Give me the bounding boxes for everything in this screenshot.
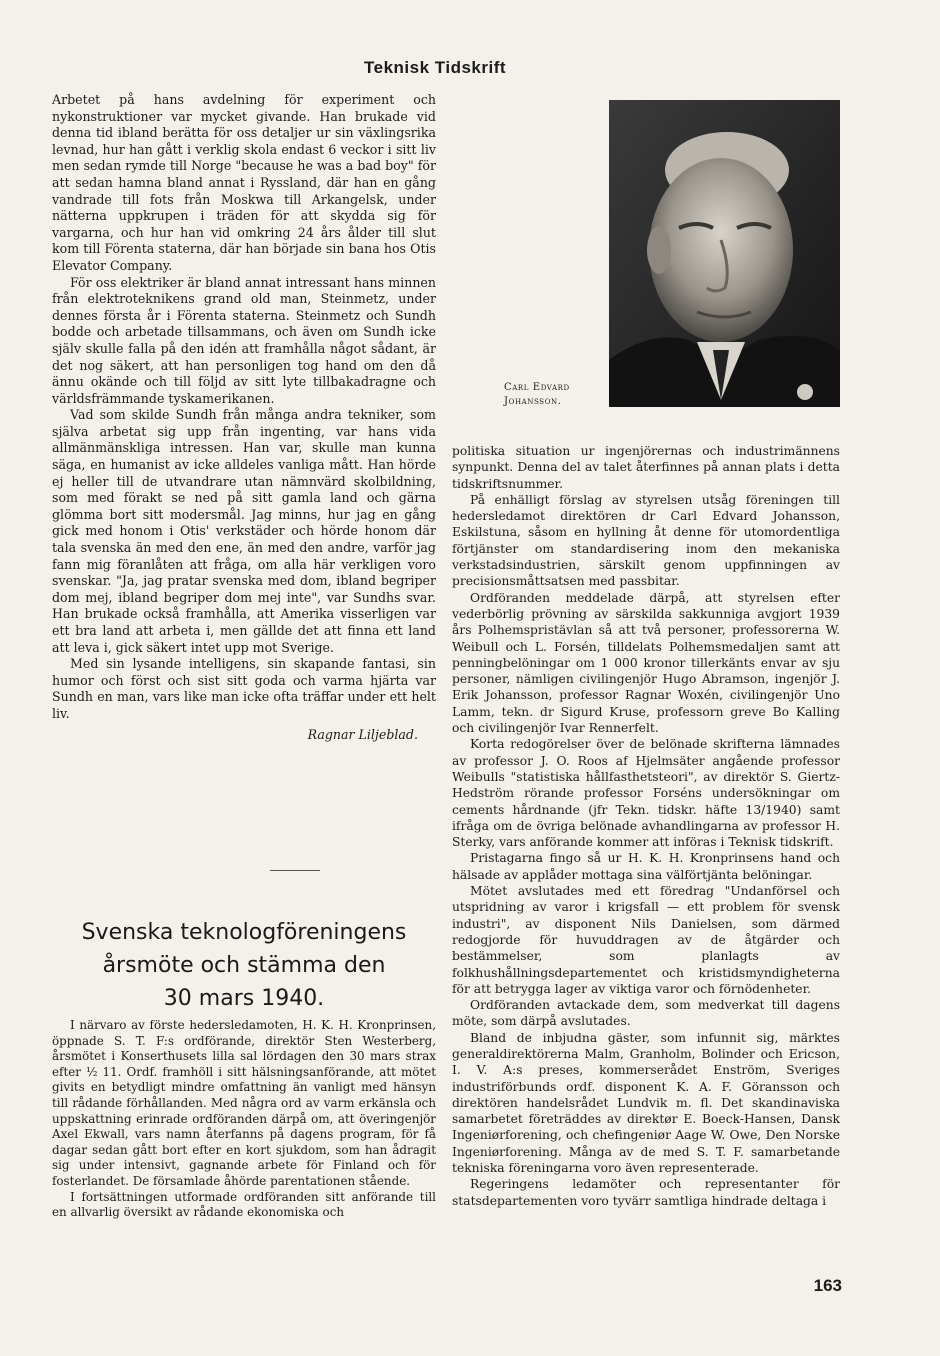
paragraph: Arbetet på hans avdelning för experiment och nykonstruktioner var mycket givande. Han brukade vid denna tid ibland berätta för oss detaljer ur sin växlingsrika levnad, hur han gått i verklig skola endast 6 veckor i sitt liv men sedan rymde till Norge "because he was a bad boy" för att sedan hamna bland annat i Ryssland, där han en gång vandrade till fots från Moskwa till Arkangelsk, under nätterna uppkrupen i träden för att skydda sig för vargarna, och hur han vid omkring 24 års ålder till slut kom till Förenta staterna, där han började sin bana hos Otis Elevator Company. bbox=[52, 92, 436, 273]
portrait-caption bbox=[504, 381, 614, 409]
paragraph: Mötet avslutades med ett föredrag "Undanförsel och utspridning av varor i krigsfall — ett problem för svensk industri", av disponent Nils Danielsen, som därmed redogjorde för huvuddragen av de åtgärder och bestämmelser, som planlagts av folkhushållningsdepartementet och kristidsmyndigheterna för att betrygga lager av viktiga varor och förnödenheter. bbox=[452, 884, 840, 996]
caption-line: Johansson. bbox=[504, 396, 562, 407]
paragraph: politiska situation ur ingenjörernas och industrimännens synpunkt. Denna del av talet återfinnes på annan plats i detta tidskriftsnummer. bbox=[452, 444, 840, 491]
paragraph: Med sin lysande intelligens, sin skapande fantasi, sin humor och först och sist sitt goda och varma hjärta var Sundh en man, vars like man icke ofta träffar under ett helt liv. bbox=[52, 656, 436, 721]
paragraph: I fortsättningen utformade ordföranden sitt anförande till en allvarlig översikt av rådande ekonomiska och bbox=[52, 1189, 436, 1220]
author-signature: Ragnar Liljeblad. bbox=[307, 726, 418, 742]
journal-masthead: Teknisk Tidskrift bbox=[364, 58, 507, 77]
paragraph: Pristagarna fingo så ur H. K. H. Kronprinsens hand och hälsade av applåder mottaga sina välförtjänta belöningar. bbox=[452, 851, 840, 882]
article-headline bbox=[52, 916, 436, 1015]
paragraph: Korta redogörelser över de belönade skrifterna lämnades av professor J. O. Roos af Hjelmsäter angående professor Weibulls "statistiska hållfasthetsteori", av direktör S. Giertz-Hedström rörande professor Forséns undersökningar om cements hårdnande (jfr Tekn. tidskr. häfte 13/1940) samt ifråga om de övriga belönade avhandlingarna av professor H. Sterky, vars anförande kommer att införas i Teknisk tidskrift. bbox=[452, 737, 840, 850]
caption-line: Carl Edvard bbox=[504, 382, 570, 393]
paragraph: På enhälligt förslag av styrelsen utsåg föreningen till hedersledamot direktören dr Carl Edvard Johansson, Eskilstuna, såsom en hyllning åt denne för utomordentliga förtjänster om standardisering inom den mekaniska verkstadsindustrien, särskilt genom uppfinningen av precisionsmåttsatsen med passbitar. bbox=[452, 492, 840, 589]
paragraph: Ordföranden meddelade därpå, att styrelsen efter vederbörlig prövning av särskilda sakkunniga avgjort 1939 års Polhemspristävlan så att två personer, professorerna W. Weibull och L. Forsén, tilldelats Polhemsmedaljen samt att penningbelöningar om 1 000 kronor tillerkänts envar av sju personer, nämligen civilingenjör Hugo Abramson, ingenjör J. Erik Johansson, professor Ragnar Woxén, civilingenjör Uno Lamm, tekn. dr Sigurd Kruse, professorn greve Bo Kalling och civilingenjör Ivar Rennerfelt. bbox=[452, 590, 840, 736]
headline-line: årsmöte och stämma den bbox=[102, 953, 386, 978]
paragraph: Regeringens ledamöter och representanter för statsdepartementen voro tyvärr samtliga hindrade deltaga i bbox=[452, 1177, 840, 1208]
paragraph: Ordföranden avtackade dem, som medverkat till dagens möte, som därpå avslutades. bbox=[452, 998, 840, 1029]
section-divider bbox=[270, 870, 320, 871]
headline-line: 30 mars 1940. bbox=[163, 986, 325, 1011]
article-column-left bbox=[52, 1018, 436, 1221]
headline-line: Svenska teknologföreningens bbox=[81, 920, 407, 945]
portrait-illustration bbox=[609, 100, 840, 407]
paragraph: Vad som skilde Sundh från många andra tekniker, som själva arbetat sig upp från ingenting, var hans vida allmänmänskliga intressen. Han var, skulle man kunna säga, en humanist av icke alldeles vanliga mått. Han hörde ej heller till de utvandrare utan nämnvärd skolbildning, som med förakt se ned på sitt gamla land och gärna glömma bort sitt modersmål. Jag minns, hur jag en gång gick med honom i Otis' verkstäder och hörde honom där tala svenska än med den ene, än med den andre, varför jag fann mig föranlåten att fråga, om alla här verkligen voro svenskar. "Ja, jag pratar svenska med dom, ibland begriper dom mej, ibland begriper dom mej inte", var Sundhs svar. Han brukade också framhålla, att Amerika visserligen var ett bra land att arbeta i, men gällde det att finna ett land att leva i, gick säkert intet upp mot Sverige. bbox=[52, 407, 436, 655]
article-column-right bbox=[452, 443, 840, 1209]
portrait-photo bbox=[609, 100, 840, 407]
paragraph: I närvaro av förste hedersledamoten, H. K. H. Kronprinsen, öppnade S. T. F:s ordförande, direktör Sten Westerberg, årsmötet i Konserthusets lilla sal lördagen den 30 mars strax efter ½ 11. Ordf. framhöll i sitt hälsningsanförande, att mötet givits en betydligt mindre omfattning än vanligt med hänsyn till rådande förhållanden. Med några ord av varm erkänsla och uppskattning erinrade ordföranden därpå om, att överingenjör Axel Ekwall, vars namn återfanns på dagens program, för få dagar sedan gått bort efter en kort sjukdom, som han ådragit sig under intensivt, gagnande arbete för Finland och för fosterlandet. De församlade åhörde parentationen stående. bbox=[52, 1018, 436, 1188]
paragraph: För oss elektriker är bland annat intressant hans minnen från elektroteknikens grand old man, Steinmetz, under dennes första år i Förenta staterna. Steinmetz och Sundh bodde och arbetade tillsammans, och även om Sundh icke själv skulle falla på den idén att framhålla något sådant, är det nog säkert, att han personligen tog hand om den då ännu okände och till följd av sitt lyte tillbakadragne och världsfrämmande tyskamerikanen. bbox=[52, 274, 436, 406]
obituary-column bbox=[52, 92, 436, 743]
page-number: 163 bbox=[813, 1276, 842, 1295]
paragraph: Bland de inbjudna gäster, som infunnit sig, märktes generaldirektörerna Malm, Granholm, Bolinder och Ericson, I. V. A:s preses, kommerserådet Enström, Sveriges industriförbunds ordf. disponent K. A. F. Göransson och direktören handelsrådet Lundvik m. fl. Det skandinaviska samarbetet företräddes av direktør E. Boeck-Hansen, Dansk Ingeniørforening, och chefingeniør Aage W. Owe, Den Norske Ingeniørforening. Många av de med S. T. F. samarbetande tekniska föreningarna voro även representerade. bbox=[452, 1030, 840, 1176]
